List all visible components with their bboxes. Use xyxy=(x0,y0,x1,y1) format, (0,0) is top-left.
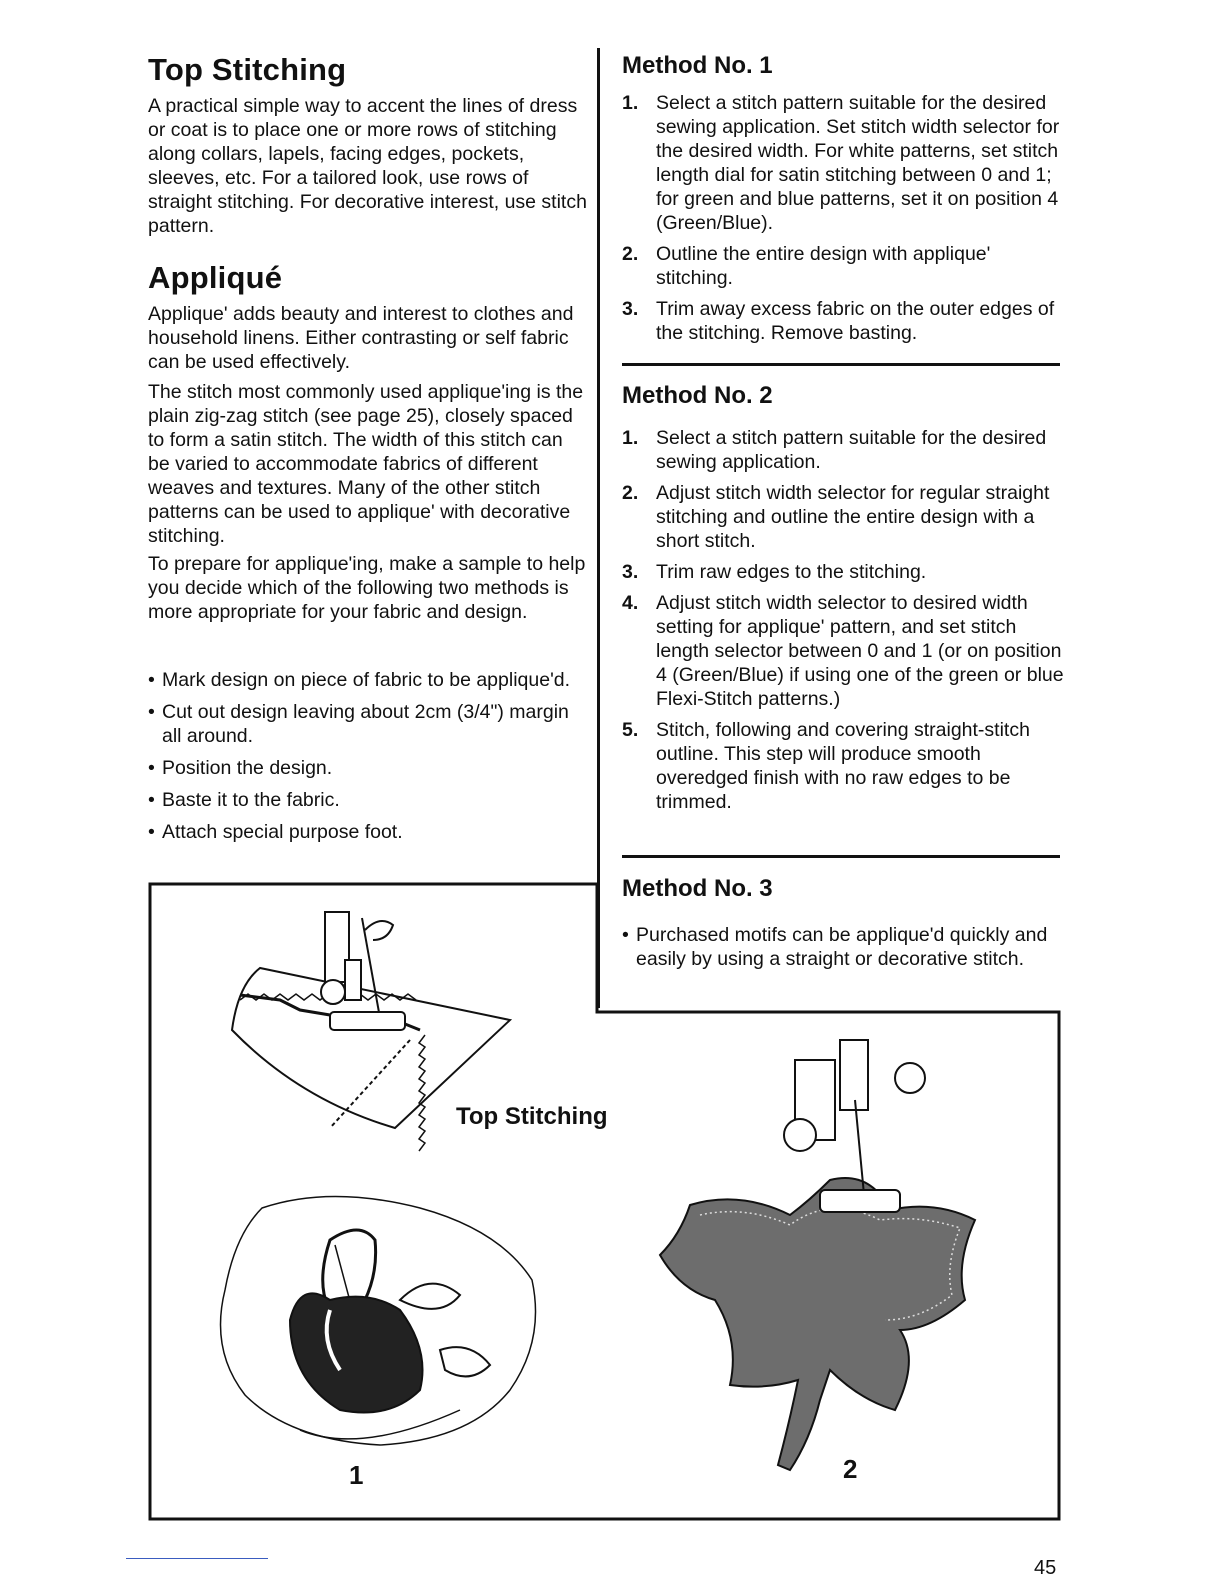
margin-mark xyxy=(126,1558,268,1559)
bullet-icon: • xyxy=(148,757,155,779)
list-item: • Mark design on piece of fabric to be applique'd. xyxy=(148,669,571,691)
bullet-icon: • xyxy=(148,789,155,811)
method-3-heading: Method No. 3 xyxy=(622,875,773,902)
list-item: • Baste it to the fabric. xyxy=(148,789,340,811)
applique-figure-2 xyxy=(660,1040,975,1470)
list-item: 5. Stitch, following and covering straight-stitch outline. This step will produce smooth overedged finish with no raw edges to be trimmed. xyxy=(622,719,1030,813)
applique-para-1: Applique' adds beauty and interest to clothes and household linens. Either contrasting or self fabric can be used effectively. xyxy=(148,303,574,373)
method-2-heading: Method No. 2 xyxy=(622,382,773,409)
list-item: 1. Select a stitch pattern suitable for the desired sewing application. Set stitch width selector for the desired width. For white patterns, set stitch length dial for satin stitching between 0 and 1; for green and blue patterns, set it on position 4 (Green/Blue). xyxy=(622,92,1060,234)
applique-para-3: To prepare for applique'ing, make a sample to help you decide which of the following two methods is more appropriate for your fabric and design. xyxy=(148,553,586,623)
applique-heading: Appliqué xyxy=(148,260,283,295)
bullet-icon: • xyxy=(148,701,155,723)
page-number: 45 xyxy=(1034,1557,1057,1579)
list-item: 4. Adjust stitch width selector to desired width setting for applique' pattern, and set stitch length selector between 0 and 1 (or on position 4 (Green/Blue) if using one of the green or blue Flexi-Stitch patterns.) xyxy=(622,592,1064,710)
top-stitching-heading: Top Stitching xyxy=(148,52,347,87)
list-item: • Position the design. xyxy=(148,757,333,779)
figure-2-label: 2 xyxy=(843,1454,858,1484)
applique-para-2: The stitch most commonly used applique'ing is the plain zig-zag stitch (see page 25), closely spaced to form a satin stitch. The width of this stitch can be varied to accommodate fabrics of different weaves and textures. Many of the other stitch patterns can be used to applique' with decorative stitching. xyxy=(148,381,584,547)
top-stitching-body: A practical simple way to accent the lines of dress or coat is to place one or more rows of stitching along collars, lapels, facing edges, pockets, sleeves, etc. For a tailored look, use rows of straight stitching. For decorative interest, use stitch pattern. xyxy=(148,95,587,237)
list-item: 3. Trim raw edges to the stitching. xyxy=(622,561,927,583)
list-item: • Cut out design leaving about 2cm (3/4") margin all around. xyxy=(148,701,569,747)
bullet-icon: • xyxy=(148,669,155,691)
applique-figure-1 xyxy=(221,1197,536,1446)
method-1-heading: Method No. 1 xyxy=(622,52,773,79)
figure-1-label: 1 xyxy=(349,1460,364,1490)
bullet-icon: • xyxy=(622,924,629,946)
list-item: • Attach special purpose foot. xyxy=(148,821,403,843)
list-item: • Purchased motifs can be applique'd quickly and easily by using a straight or decorative stitch. xyxy=(622,924,1048,970)
list-item: 2. Outline the entire design with applique' stitching. xyxy=(622,243,991,289)
list-item: 3. Trim away excess fabric on the outer edges of the stitching. Remove basting. xyxy=(622,298,1055,344)
list-item: 1. Select a stitch pattern suitable for the desired sewing application. xyxy=(622,427,1047,473)
bullet-icon: • xyxy=(148,821,155,843)
list-item: 2. Adjust stitch width selector for regular straight stitching and outline the entire design with a short stitch. xyxy=(622,482,1050,552)
top-stitching-caption: Top Stitching xyxy=(456,1103,608,1130)
